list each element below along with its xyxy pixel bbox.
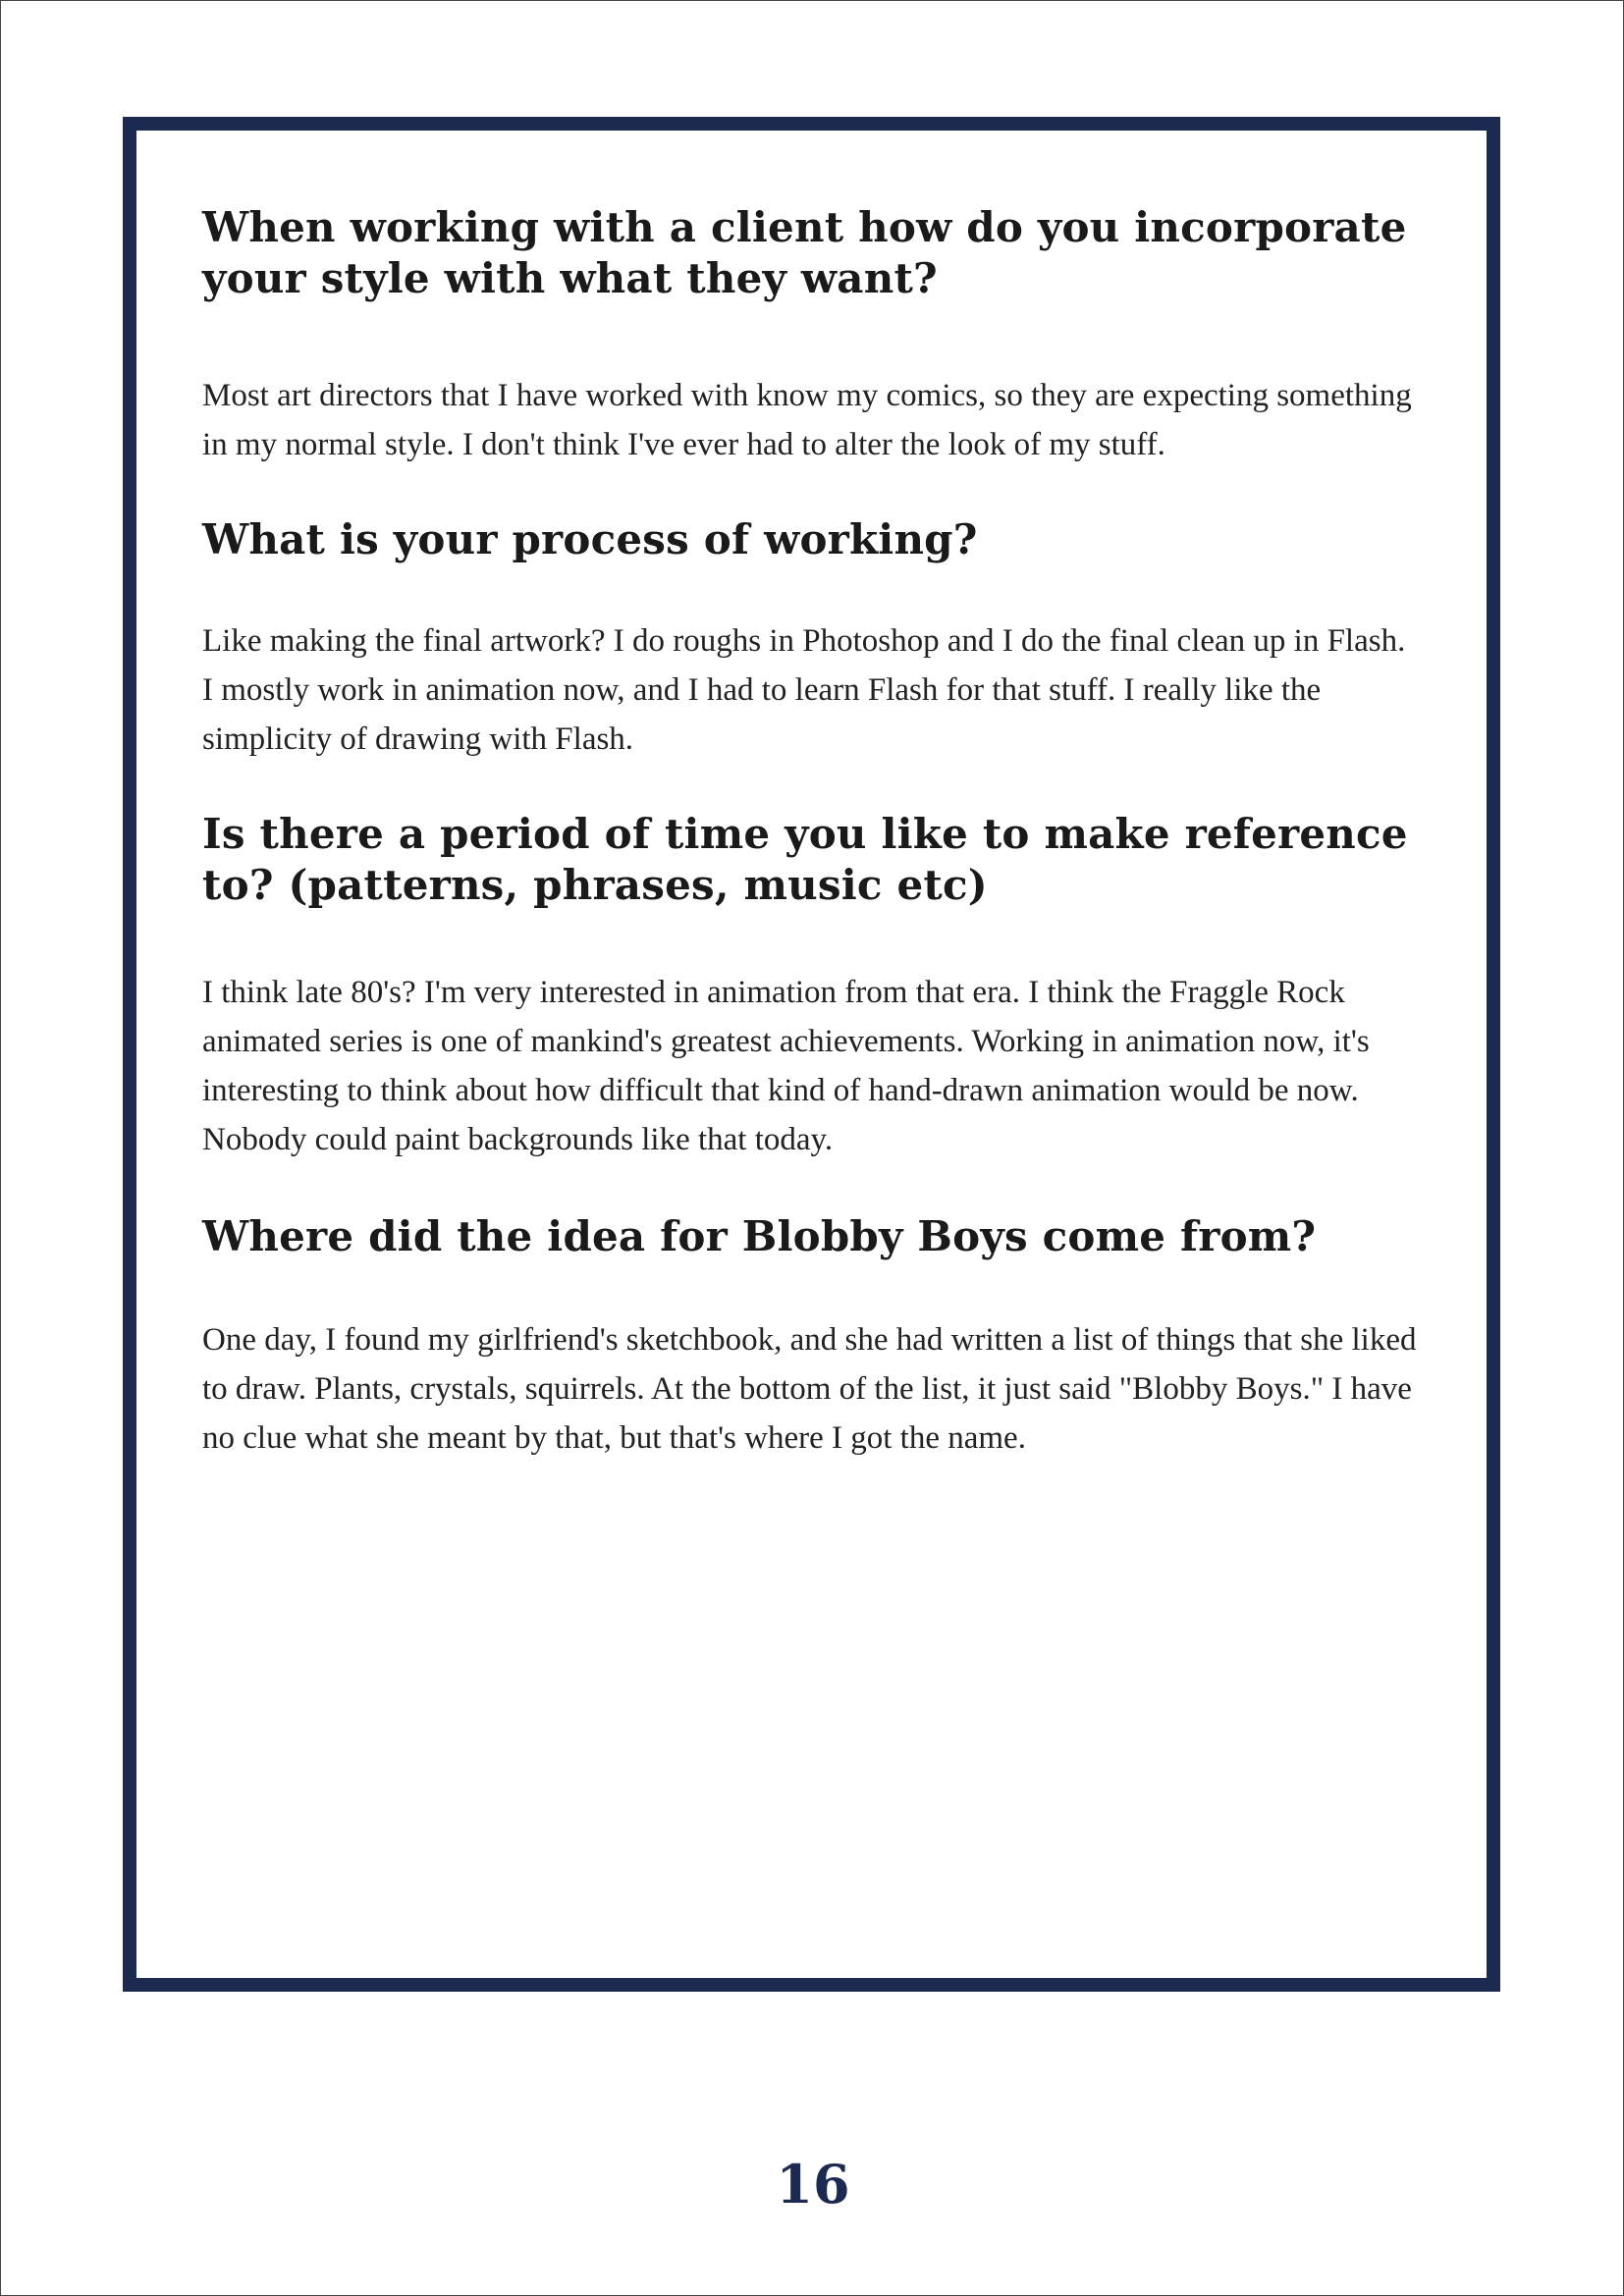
interview-content xyxy=(202,202,1420,1463)
question-heading: What is your process of working? xyxy=(202,515,978,563)
page-number: 16 xyxy=(776,2153,850,2216)
question-heading: Where did the idea for Blobby Boys come from? xyxy=(202,1212,1317,1260)
question-heading: When working with a client how do you incorporate your style with what they want? xyxy=(202,203,1407,302)
answer-paragraph: I think late 80's? I'm very interested in animation from that era. I think the Fraggle Rock animated series is one of mankind's greatest achievements. Working in animation now, it's interesting to think about how difficult that kind of hand-drawn animation would be now. Nobody could paint backgrounds like that today. xyxy=(202,975,1370,1157)
answer-paragraph: Like making the final artwork? I do roughs in Photoshop and I do the final clean up in Flash. I mostly work in animation now, and I had to learn Flash for that stuff. I really like the simplicity of drawing with Flash. xyxy=(202,623,1406,757)
answer-paragraph: One day, I found my girlfriend's sketchbook, and she had written a list of things that she liked to draw. Plants, crystals, squirrels. At the bottom of the list, it just said "Blobby Boys." I have no clue what she meant by that, but that's where I got the name. xyxy=(202,1322,1417,1456)
question-heading: Is there a period of time you like to make reference to? (patterns, phrases, music etc) xyxy=(202,810,1408,909)
answer-paragraph: Most art directors that I have worked with know my comics, so they are expecting something in my normal style. I don't think I've ever had to alter the look of my stuff. xyxy=(202,378,1412,462)
